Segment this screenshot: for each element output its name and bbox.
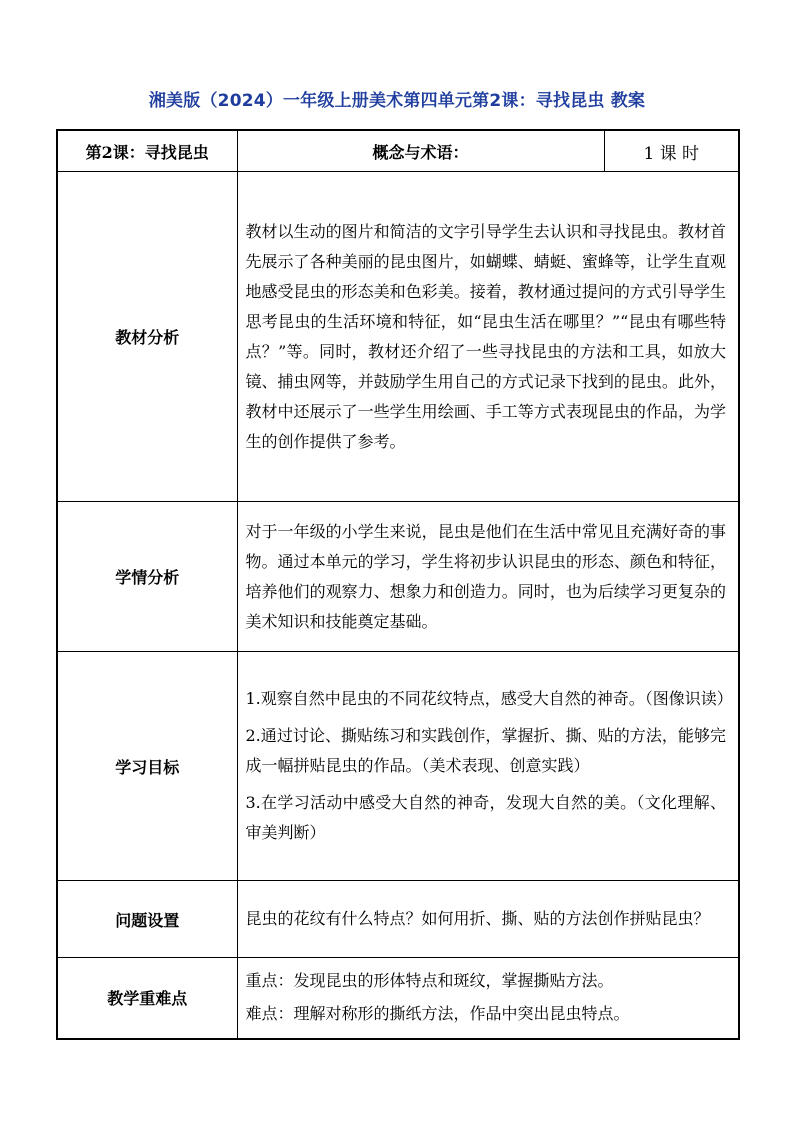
learning-goals-row: [57, 652, 739, 881]
learning-goal-item: 1.观察自然中昆虫的不同花纹特点，感受大自然的神奇。（图像识读）: [245, 689, 733, 708]
key-difficult-row: [57, 958, 739, 1039]
key-point-text: 重点：发现昆虫的形体特点和斑纹，掌握撕贴方法。: [245, 971, 614, 991]
student-analysis-text: 对于一年级的小学生来说，昆虫是他们在生活中常见且充满好奇的事物。通过本单元的学习，学生将初步认识昆虫的形态、颜色和特征，培养他们的观察力、想象力和创造力。同时，也为后续学习更复杂的美术知识和技能奠定基础。: [245, 521, 726, 631]
learning-goals-content: [237, 652, 739, 881]
textbook-analysis-label: 教材分析: [57, 172, 237, 502]
concepts-cell: 概念与术语：: [237, 130, 604, 172]
student-analysis-label: 学情分析: [57, 502, 237, 652]
header-row: [57, 130, 739, 172]
class-hours-cell: 1 课 时: [604, 130, 739, 172]
difficult-point-text: 难点：理解对称形的撕纸方法，作品中突出昆虫特点。: [245, 1004, 630, 1024]
key-difficult-label: 教学重难点: [57, 958, 237, 1039]
textbook-analysis-row: [57, 172, 739, 502]
lesson-name-cell: 第2课：寻找昆虫: [57, 130, 237, 172]
key-difficult-content: [237, 958, 739, 1039]
textbook-analysis-content: [237, 172, 739, 502]
student-analysis-content: [237, 502, 739, 652]
learning-goals-label: 学习目标: [57, 652, 237, 881]
questions-text: 昆虫的花纹有什么特点？如何用折、撕、贴的方法创作拼贴昆虫？: [245, 909, 710, 928]
textbook-analysis-text: 教材以生动的图片和简洁的文字引导学生去认识和寻找昆虫。教材首先展示了各种美丽的昆虫图片，如蝴蝶、蜻蜓、蜜蜂等，让学生直观地感受昆虫的形态美和色彩美。接着，教材通过提问的方式引导学生思考昆虫的生活环境和特征，如“昆虫生活在哪里？”“昆虫有哪些特点？”等。同时，教材还介绍了一些寻找昆虫的方法和工具，如放大镜、捕虫网等，并鼓励学生用自己的方式记录下找到的昆虫。此外，教材中还展示了一些学生用绘画、手工等方式表现昆虫的作品，为学生的创作提供了参考。: [245, 221, 726, 451]
learning-goal-item: 2.通过讨论、撕贴练习和实践创作，掌握折、撕、贴的方法，能够完成一幅拼贴昆虫的作品。（美术表现、创意实践）: [245, 726, 726, 775]
learning-goal-item: 3.在学习活动中感受大自然的神奇，发现大自然的美。（文化理解、审美判断）: [245, 793, 726, 842]
document-title: 湘美版（2024）一年级上册美术第四单元第2课：寻找昆虫 教案: [148, 91, 646, 111]
lesson-plan-table: [56, 129, 740, 1040]
student-analysis-row: [57, 502, 739, 652]
questions-content: [237, 881, 739, 958]
questions-row: [57, 881, 739, 958]
questions-label: 问题设置: [57, 881, 237, 958]
